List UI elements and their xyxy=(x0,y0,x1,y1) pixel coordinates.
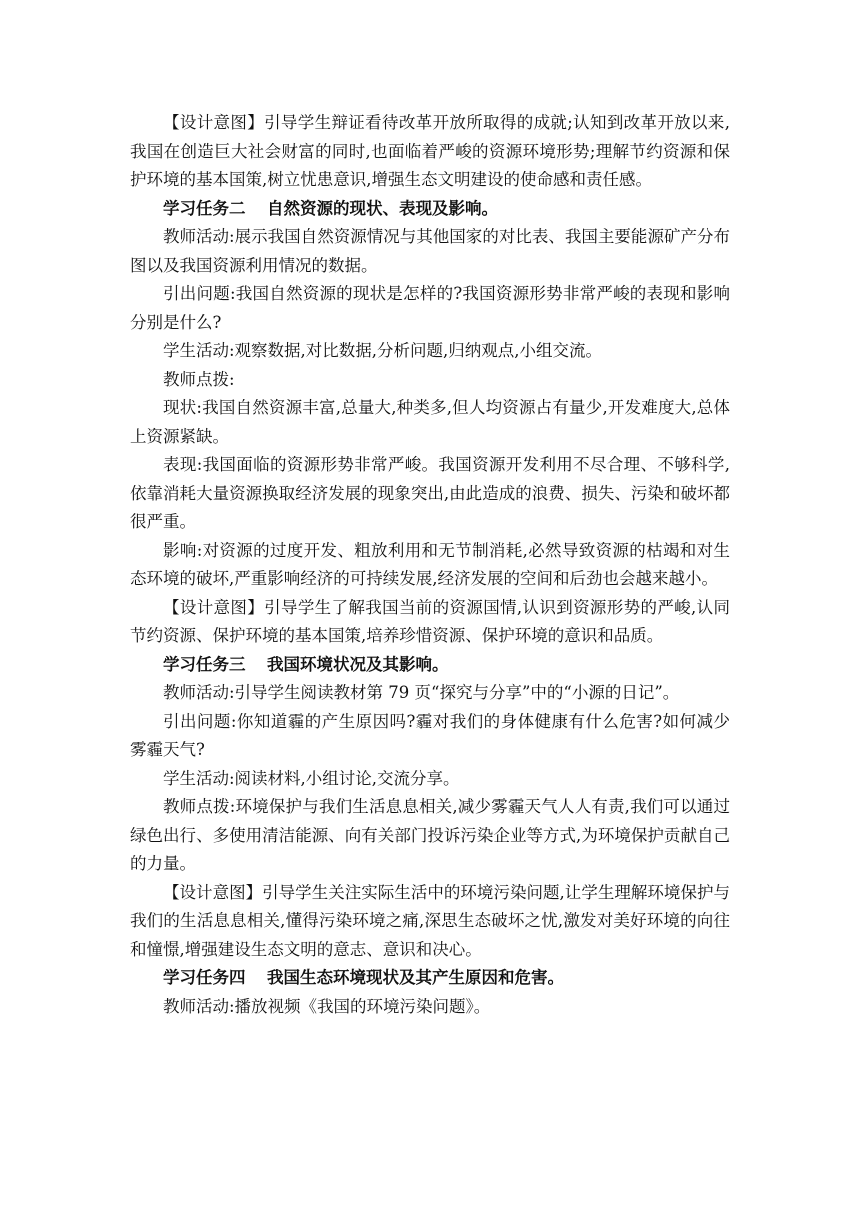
teacher-guidance-paragraph: 教师点拨:环境保护与我们生活息息相关,减少雾霾天气人人有责,我们可以通过绿色出行、多使用清洁能源、向有关部门投诉污染企业等方式,为环境保护贡献自己的力量。 xyxy=(130,797,730,873)
student-activity-paragraph: 学生活动:观察数据,对比数据,分析问题,归纳观点,小组交流。 xyxy=(163,341,603,360)
teacher-guidance-label: 教师点拨: xyxy=(163,369,235,389)
impact-paragraph: 影响:对资源的过度开发、粗放利用和无节制消耗,必然导致资源的枯竭和对生态环境的破坏,严重影响经济的可持续发展,经济发展的空间和后劲也会越来越小。 xyxy=(130,540,730,588)
document-page xyxy=(130,109,730,1021)
task-label: 学习任务四 xyxy=(163,968,246,987)
student-activity-paragraph: 学生活动:阅读材料,小组讨论,交流分享。 xyxy=(163,768,460,788)
manifestation-paragraph: 表现:我国面临的资源形势非常严峻。我国资源开发利用不尽合理、不够科学,依靠消耗大量资源换取经济发展的现象突出,由此造成的浪费、损失、污染和破坏都很严重。 xyxy=(130,455,730,531)
task-title: 自然资源的现状、表现及影响。 xyxy=(266,198,498,218)
design-intent-paragraph: 【设计意图】引导学生辩证看待改革开放所取得的成就;认知到改革开放以来,我国在创造巨大社会财富的同时,也面临着严峻的资源环境形势;理解节约资源和保护环境的基本国策,树立忧患意识,增强生态文明建设的使命感和责任感。 xyxy=(130,113,730,189)
task-title: 我国环境状况及其影响。 xyxy=(266,654,449,674)
task-label: 学习任务二 xyxy=(163,198,246,218)
task-label: 学习任务三 xyxy=(163,654,246,674)
design-intent-paragraph: 【设计意图】引导学生了解我国当前的资源国情,认识到资源形势的严峻,认同节约资源、保护环境的基本国策,培养珍惜资源、保护环境的意识和品质。 xyxy=(130,597,730,645)
task-heading xyxy=(130,964,730,993)
teacher-activity-paragraph: 教师活动:展示我国自然资源情况与其他国家的对比表、我国主要能源矿产分布图以及我国资源利用情况的数据。 xyxy=(130,227,730,275)
design-intent-paragraph: 【设计意图】引导学生关注实际生活中的环境污染问题,让学生理解环境保护与我们的生活息息相关,懂得污染环境之痛,深思生态破坏之忧,激发对美好环境的向往和憧憬,增强建设生态文明的意志、意识和决心。 xyxy=(130,882,730,959)
status-paragraph: 现状:我国自然资源丰富,总量大,种类多,但人均资源占有量少,开发难度大,总体上资源紧缺。 xyxy=(130,398,730,446)
task-heading xyxy=(130,195,730,224)
question-paragraph: 引出问题:你知道霾的产生原因吗?霾对我们的身体健康有什么危害?如何减少雾霾天气? xyxy=(130,711,730,759)
teacher-activity-paragraph: 教师活动:播放视频《我国的环境污染问题》。 xyxy=(163,996,491,1016)
teacher-activity-paragraph: 教师活动:引导学生阅读教材第 79 页“探究与分享”中的“小源的日记”。 xyxy=(163,683,680,702)
task-title: 我国生态环境现状及其产生原因和危害。 xyxy=(266,968,564,987)
task-heading xyxy=(130,651,730,680)
question-paragraph: 引出问题:我国自然资源的现状是怎样的?我国资源形势非常严峻的表现和影响分别是什么? xyxy=(130,284,730,332)
